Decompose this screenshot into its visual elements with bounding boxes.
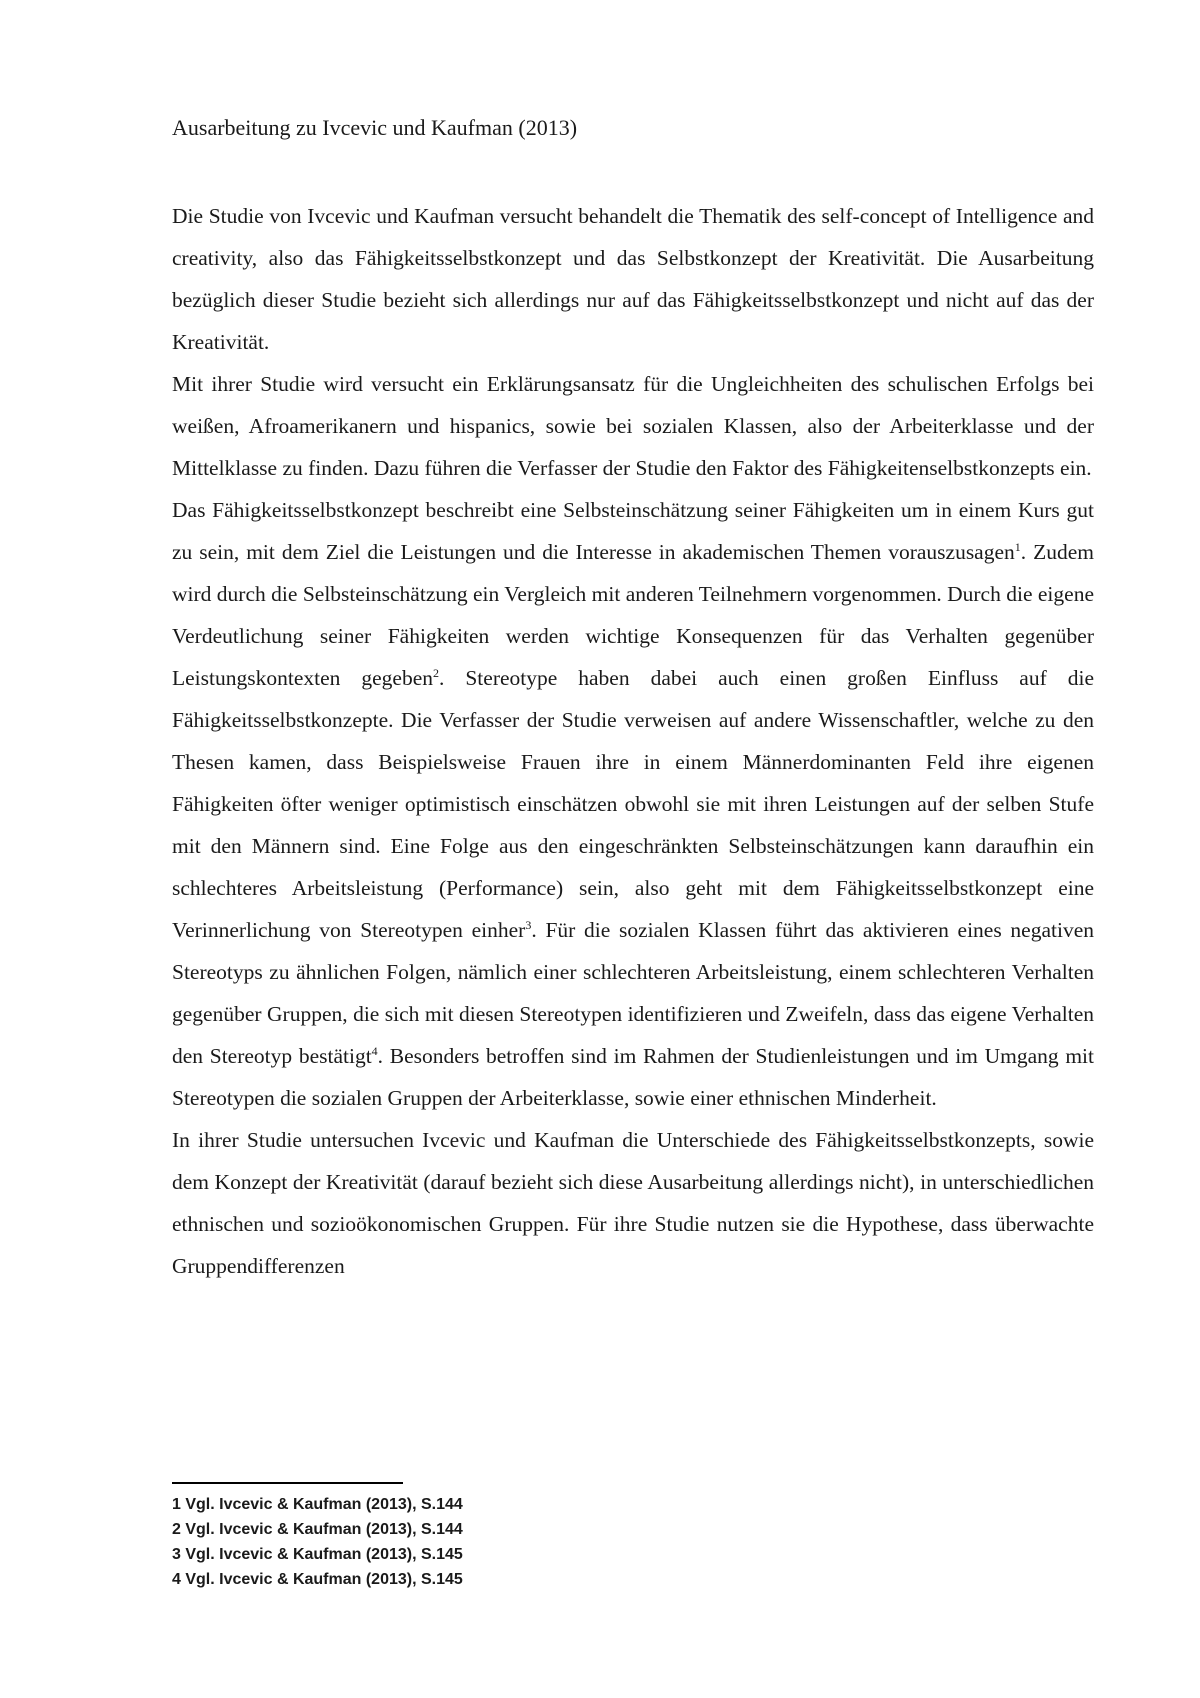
footnote-item: 1 Vgl. Ivcevic & Kaufman (2013), S.144	[172, 1496, 463, 1513]
footnote-reference: 3	[525, 917, 532, 932]
paragraph-text: . Besonders betroffen sind im Rahmen der Studienleistungen und im Umgang mit Stereotypen die sozialen Gruppen der Arbeiterklasse, sowie einer ethnischen Minderheit.	[172, 1044, 1094, 1110]
paragraph-text: . Stereotype haben dabei auch einen großen Einfluss auf die Fähigkeitsselbstkonzepte. Die Verfasser der Studie verweisen auf andere Wissenschaftler, welche zu den Thesen kamen, dass Beispielsweise Frauen ihre in einem Männerdominanten Feld ihre eigenen Fähigkeiten öfter weniger optimistisch einschätzen obwohl sie mit ihren Leistungen auf der selben Stufe mit den Männern sind. Eine Folge aus den eingeschränkten Selbsteinschätzungen kann daraufhin ein schlechteres Arbeitsleistung (Performance) sein, also geht mit dem Fähigkeitsselbstkonzept eine Verinnerlichung von Stereotypen einher	[172, 666, 1094, 942]
paragraph-text: Mit ihrer Studie wird versucht ein Erklärungsansatz für die Ungleichheiten des schulischen Erfolgs bei weißen, Afroamerikanern und hispanics, sowie bei sozialen Klassen, also der Arbeiterklasse und der Mittelklasse zu finden. Dazu führen die Verfasser der Studie den Faktor des Fähigkeitenselbstkonzepts ein.	[172, 372, 1094, 480]
paragraph	[172, 489, 1094, 1119]
footnote-reference: 2	[433, 665, 439, 680]
body-text	[172, 195, 1094, 1287]
document-title: Ausarbeitung zu Ivcevic und Kaufman (2013)	[172, 115, 578, 140]
paragraph-text: Das Fähigkeitsselbstkonzept beschreibt eine Selbsteinschätzung seiner Fähigkeiten um in einem Kurs gut zu sein, mit dem Ziel die Leistungen und die Interesse in akademischen Themen vorauszusagen	[172, 498, 1094, 564]
paragraph-text: . Zudem wird durch die Selbsteinschätzung ein Vergleich mit anderen Teilnehmern vorgenommen. Durch die eigene Verdeutlichung seiner Fähigkeiten werden wichtige Konsequenzen für das Verhalten gegenüber Leistungskontexten gegeben	[172, 540, 1094, 690]
footnote-item: 2 Vgl. Ivcevic & Kaufman (2013), S.144	[172, 1521, 463, 1538]
footnote-reference: 1	[1014, 539, 1021, 554]
paragraph-text: In ihrer Studie untersuchen Ivcevic und Kaufman die Unterschiede des Fähigkeitsselbstkonzepts, sowie dem Konzept der Kreativität (darauf bezieht sich diese Ausarbeitung allerdings nicht), in unterschiedlichen ethnischen und sozioökonomischen Gruppen. Für ihre Studie nutzen sie die Hypothese, dass überwachte Gruppendifferenzen	[172, 1128, 1094, 1278]
footnote-item: 4 Vgl. Ivcevic & Kaufman (2013), S.145	[172, 1571, 463, 1588]
paragraph	[172, 363, 1094, 489]
footnote-item: 3 Vgl. Ivcevic & Kaufman (2013), S.145	[172, 1546, 463, 1563]
paragraph-text: . Für die sozialen Klassen führt das aktivieren eines negativen Stereotyps zu ähnlichen Folgen, nämlich einer schlechteren Arbeitsleistung, einem schlechteren Verhalten gegenüber Gruppen, die sich mit diesen Stereotypen identifizieren und Zweifeln, dass das eigene Verhalten den Stereotyp bestätigt	[172, 918, 1095, 1068]
footnote-separator	[172, 1482, 403, 1484]
footnote-reference: 4	[371, 1043, 378, 1058]
paragraph-text: Die Studie von Ivcevic und Kaufman versucht behandelt die Thematik des self-concept of Intelligence and creativity, also das Fähigkeitsselbstkonzept und das Selbstkonzept der Kreativität. Die Ausarbeitung bezüglich dieser Studie bezieht sich allerdings nur auf das Fähigkeitsselbstkonzept und nicht auf das der Kreativität.	[172, 204, 1094, 354]
paragraph	[172, 195, 1094, 363]
paragraph	[172, 1119, 1094, 1287]
footnotes	[172, 1492, 463, 1592]
